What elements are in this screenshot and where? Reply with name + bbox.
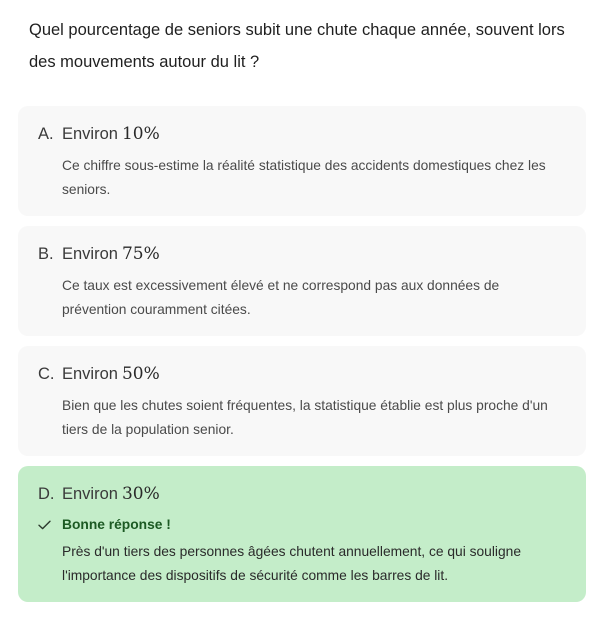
option-letter: D. (38, 485, 55, 503)
option-letter: B. (38, 245, 54, 263)
option-label: Environ (62, 485, 118, 503)
option-explanation: Bien que les chutes soient fréquentes, la statistique établie est plus proche d'un tiers de la population senior. (62, 398, 548, 437)
option-c-header (38, 362, 566, 386)
option-value: 75% (121, 244, 160, 264)
option-value: 10% (121, 124, 160, 144)
option-d-header (38, 482, 566, 506)
verdict-text: Bonne réponse ! (62, 517, 171, 532)
option-b-header (38, 242, 566, 266)
option-letter: A. (38, 125, 54, 143)
option-label: Environ (62, 365, 118, 383)
option-d[interactable] (18, 466, 586, 602)
option-a[interactable] (18, 106, 586, 216)
option-label: Environ (62, 245, 118, 263)
correct-answer-verdict (38, 514, 566, 536)
check-icon (38, 520, 62, 530)
option-c[interactable] (18, 346, 586, 456)
answer-options (18, 106, 586, 612)
option-value: 30% (121, 484, 160, 504)
option-letter: C. (38, 365, 55, 383)
option-a-header (38, 122, 566, 146)
question-text: Quel pourcentage de seniors subit une chute chaque année, souvent lors des mouvements autour du lit ? (29, 21, 565, 71)
option-value: 50% (121, 364, 160, 384)
option-explanation: Ce taux est excessivement élevé et ne correspond pas aux données de prévention couramment citées. (62, 278, 500, 317)
option-b[interactable] (18, 226, 586, 336)
option-explanation: Ce chiffre sous-estime la réalité statistique des accidents domestiques chez les seniors. (62, 158, 546, 197)
option-explanation: Près d'un tiers des personnes âgées chutent annuellement, ce qui souligne l'importance des dispositifs de sécurité comme les barres de lit. (62, 544, 521, 583)
option-label: Environ (62, 125, 118, 143)
